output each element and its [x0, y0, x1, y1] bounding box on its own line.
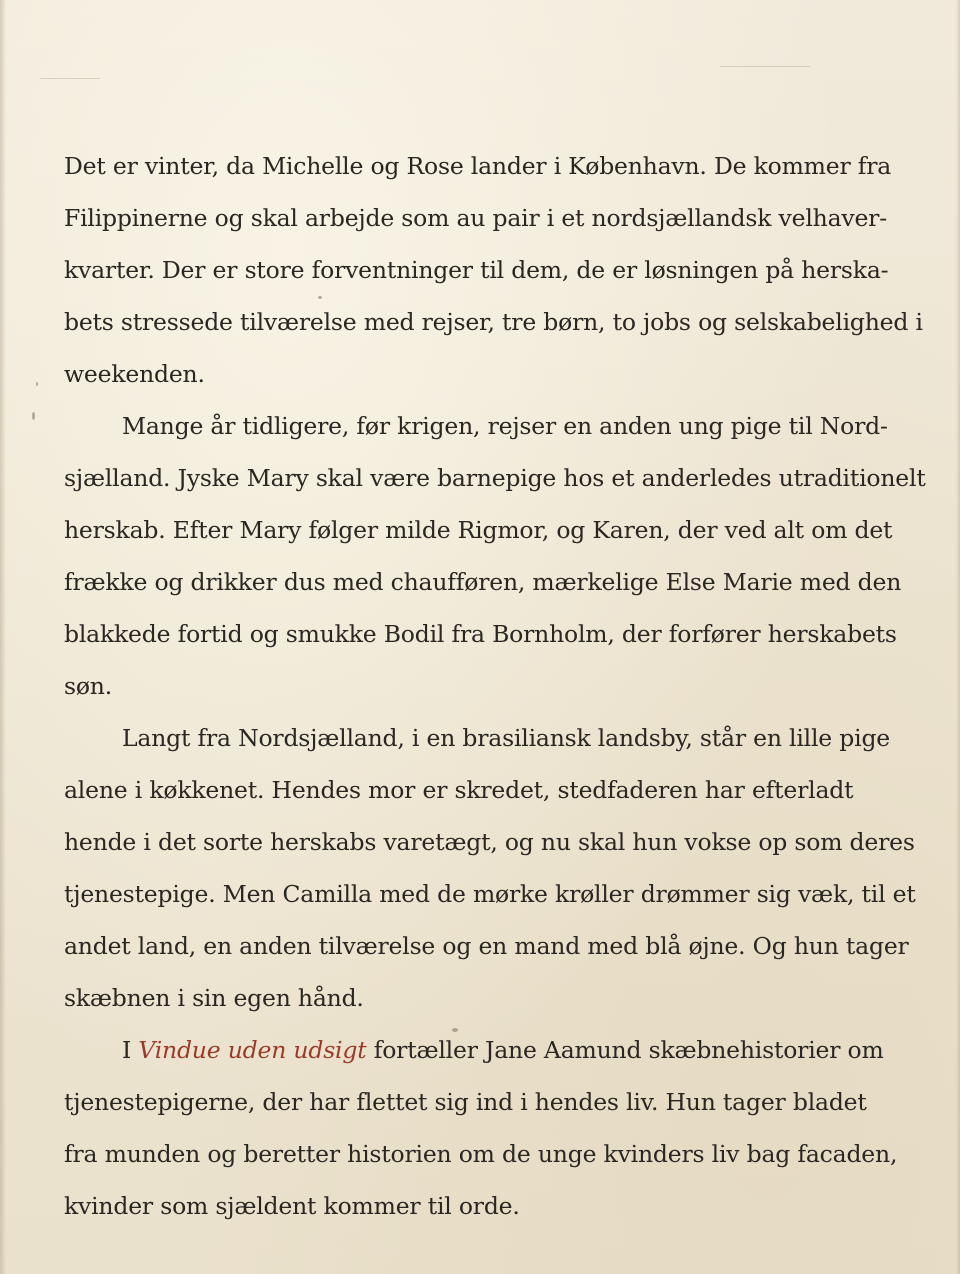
- text-fragment: I: [122, 1036, 139, 1064]
- text-line: andet land, en anden tilværelse og en mand med blå øjne. Og hun tager: [64, 932, 909, 960]
- text-line: skæbnen i sin egen hånd.: [64, 984, 364, 1012]
- text-line: søn.: [64, 672, 113, 700]
- paragraph-1: [64, 140, 923, 400]
- paper-scratch: [40, 78, 100, 79]
- text-line: sjælland. Jyske Mary skal være barnepige hos et anderledes utraditionelt: [64, 464, 926, 492]
- text-line: tjenestepigerne, der har flettet sig ind i hendes liv. Hun tager bladet: [64, 1088, 867, 1116]
- text-line: Det er vinter, da Michelle og Rose lander i København. De kommer fra: [64, 152, 892, 180]
- paper-edge-right: [956, 0, 960, 1274]
- text-line: bets stressede tilværelse med rejser, tre børn, to jobs og selskabelighed i: [64, 308, 923, 336]
- text-line: herskab. Efter Mary følger milde Rigmor, og Karen, der ved alt om det: [64, 516, 893, 544]
- text-line: [64, 1024, 914, 1076]
- text-line: kvinder som sjældent kommer til orde.: [64, 1192, 520, 1220]
- paper-edge-left: [0, 0, 6, 1274]
- text-line: weekenden.: [64, 360, 205, 388]
- paragraph-2: [64, 400, 926, 712]
- blurb-text: [64, 140, 926, 1232]
- text-line: kvarter. Der er store forventninger til dem, de er løsningen på herska-: [64, 256, 889, 284]
- text-line: fra munden og beretter historien om de unge kvinders liv bag facaden,: [64, 1140, 898, 1168]
- text-line: Langt fra Nordsjælland, i en brasiliansk landsby, står en lille pige: [122, 724, 890, 752]
- book-title-reference: Vindue uden udsigt: [138, 1036, 367, 1064]
- text-line: blakkede fortid og smukke Bodil fra Bornholm, der forfører herskabets: [64, 620, 897, 648]
- text-fragment: fortæller Jane Aamund skæbnehistorier om: [366, 1036, 884, 1064]
- paragraph-3: [64, 712, 914, 1024]
- text-line: Mange år tidligere, før krigen, rejser en anden ung pige til Nord-: [122, 412, 888, 440]
- paragraph-4: [64, 1024, 914, 1232]
- text-line: tjenestepige. Men Camilla med de mørke krøller drømmer sig væk, til et: [64, 880, 916, 908]
- text-line: hende i det sorte herskabs varetægt, og nu skal hun vokse op som deres: [64, 828, 915, 856]
- paper-scratch: [720, 66, 810, 67]
- text-line: alene i køkkenet. Hendes mor er skredet, stedfaderen har efterladt: [64, 776, 854, 804]
- text-line: frække og drikker dus med chaufføren, mærkelige Else Marie med den: [64, 568, 902, 596]
- paper-speck: [36, 382, 38, 386]
- paper-speck: [32, 412, 35, 420]
- text-line: Filippinerne og skal arbejde som au pair i et nordsjællandsk velhaver-: [64, 204, 887, 232]
